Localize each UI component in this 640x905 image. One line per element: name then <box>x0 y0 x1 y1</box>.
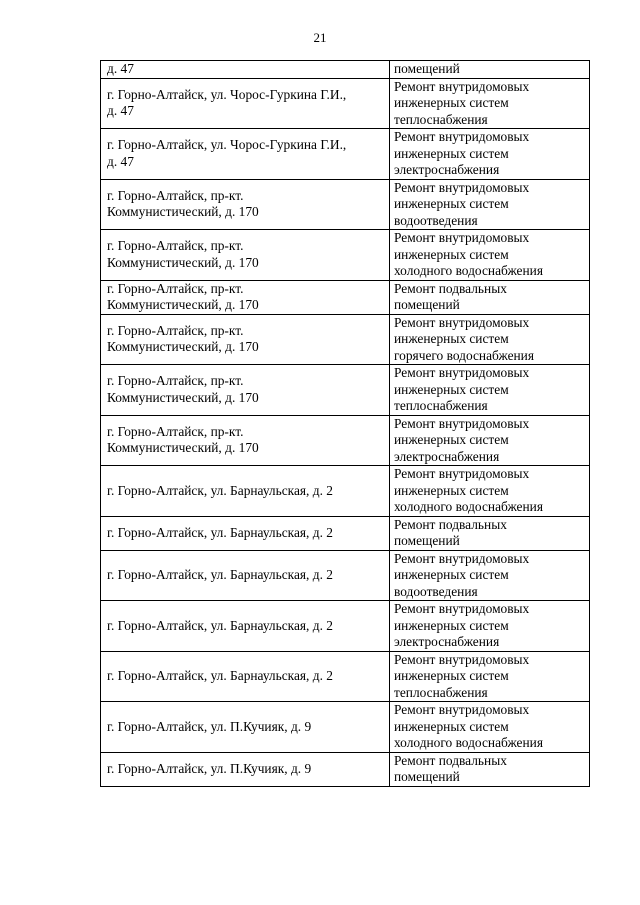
table-row <box>101 415 590 466</box>
address-text: г. Горно-Алтайск, ул. Чорос-Гуркина Г.И., д. 47 <box>107 86 347 119</box>
table-row <box>101 550 590 601</box>
work-type-text: Ремонт подвальных помещений <box>394 516 507 548</box>
page-number: 21 <box>313 30 327 45</box>
works-table-body <box>101 61 590 787</box>
address-cell <box>101 651 390 702</box>
work-type-cell <box>390 61 590 79</box>
address-cell <box>101 230 390 281</box>
address-cell <box>101 550 390 601</box>
address-text: д. 47 <box>107 61 134 76</box>
work-type-text: Ремонт внутридомовых инженерных систем горячего водоснабжения <box>394 314 535 363</box>
table-row <box>101 230 590 281</box>
table-row <box>101 702 590 753</box>
address-cell <box>101 415 390 466</box>
work-type-cell <box>390 78 590 129</box>
work-type-text: Ремонт внутридомовых инженерных систем теплоснабжения <box>394 651 530 700</box>
work-type-text: Ремонт подвальных помещений <box>394 752 507 784</box>
address-text: г. Горно-Алтайск, ул. Барнаульская, д. 2 <box>107 524 333 540</box>
work-type-cell <box>390 129 590 180</box>
table-row <box>101 61 590 79</box>
work-type-cell <box>390 415 590 466</box>
address-cell <box>101 601 390 652</box>
work-type-cell <box>390 179 590 230</box>
work-type-cell <box>390 752 590 786</box>
address-cell <box>101 280 390 314</box>
work-type-text: Ремонт внутридомовых инженерных систем электроснабжения <box>394 415 530 464</box>
address-text: г. Горно-Алтайск, пр-кт. Коммунистический, д. 170 <box>107 280 259 312</box>
address-cell <box>101 365 390 416</box>
work-type-text: Ремонт внутридомовых инженерных систем холодного водоснабжения <box>394 230 543 278</box>
table-row <box>101 752 590 786</box>
address-text: г. Горно-Алтайск, пр-кт. Коммунистический, д. 170 <box>107 187 259 220</box>
address-text: г. Горно-Алтайск, ул. П.Кучияк, д. 9 <box>107 760 312 776</box>
work-type-cell <box>390 230 590 281</box>
address-text: г. Горно-Алтайск, ул. П.Кучияк, д. 9 <box>107 718 312 734</box>
work-type-cell <box>390 516 590 550</box>
table-row <box>101 601 590 652</box>
address-cell <box>101 129 390 180</box>
work-type-cell <box>390 280 590 314</box>
address-cell <box>101 61 390 79</box>
address-cell <box>101 314 390 365</box>
work-type-text: Ремонт внутридомовых инженерных систем электроснабжения <box>394 601 530 649</box>
table-row <box>101 129 590 180</box>
work-type-text: Ремонт внутридомовых инженерных систем холодного водоснабжения <box>394 466 543 514</box>
work-type-text: Ремонт внутридомовых инженерных систем холодного водоснабжения <box>394 702 543 750</box>
address-text: г. Горно-Алтайск, ул. Барнаульская, д. 2 <box>107 482 333 498</box>
address-cell <box>101 179 390 230</box>
works-table <box>100 60 590 787</box>
work-type-text: Ремонт внутридомовых инженерных систем электроснабжения <box>394 129 530 177</box>
table-row <box>101 516 590 550</box>
work-type-cell <box>390 550 590 601</box>
table-row <box>101 78 590 129</box>
table-row <box>101 365 590 416</box>
work-type-text: Ремонт внутридомовых инженерных систем водоотведения <box>394 550 530 599</box>
work-type-text: Ремонт внутридомовых инженерных систем теплоснабжения <box>394 78 530 127</box>
address-text: г. Горно-Алтайск, ул. Барнаульская, д. 2 <box>107 567 333 582</box>
address-cell <box>101 78 390 129</box>
address-cell <box>101 516 390 550</box>
table-row <box>101 466 590 517</box>
work-type-text: Ремонт внутридомовых инженерных систем водоотведения <box>394 179 530 228</box>
work-type-text: Ремонт внутридомовых инженерных систем теплоснабжения <box>394 365 530 413</box>
work-type-cell <box>390 651 590 702</box>
address-cell <box>101 466 390 517</box>
address-cell <box>101 752 390 786</box>
address-text: г. Горно-Алтайск, пр-кт. Коммунистический, д. 170 <box>107 322 259 355</box>
work-type-text: помещений <box>394 61 460 76</box>
table-row <box>101 651 590 702</box>
table-row <box>101 179 590 230</box>
address-text: г. Горно-Алтайск, ул. Барнаульская, д. 2 <box>107 617 333 633</box>
address-text: г. Горно-Алтайск, пр-кт. Коммунистический, д. 170 <box>107 423 259 456</box>
address-text: г. Горно-Алтайск, пр-кт. Коммунистический, д. 170 <box>107 373 259 405</box>
address-text: г. Горно-Алтайск, ул. Чорос-Гуркина Г.И., д. 47 <box>107 137 347 169</box>
address-cell <box>101 702 390 753</box>
work-type-cell <box>390 601 590 652</box>
work-type-cell <box>390 314 590 365</box>
work-type-cell <box>390 365 590 416</box>
work-type-cell <box>390 702 590 753</box>
table-row <box>101 314 590 365</box>
address-text: г. Горно-Алтайск, ул. Барнаульская, д. 2 <box>107 668 333 683</box>
work-type-cell <box>390 466 590 517</box>
address-text: г. Горно-Алтайск, пр-кт. Коммунистический, д. 170 <box>107 238 259 270</box>
table-row <box>101 280 590 314</box>
work-type-text: Ремонт подвальных помещений <box>394 280 507 312</box>
